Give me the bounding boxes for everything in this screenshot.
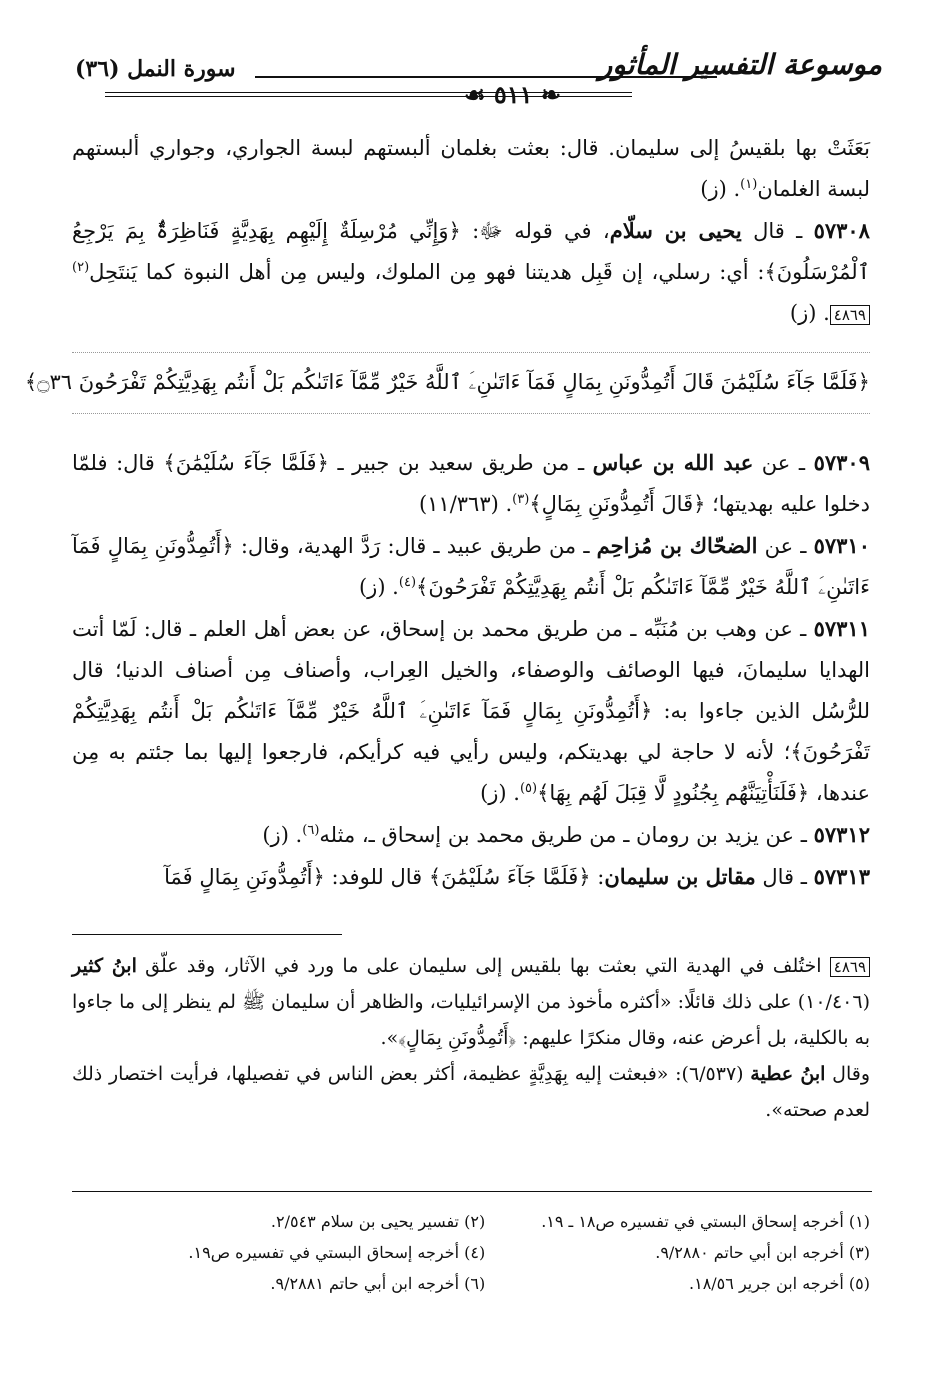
footnote-2: (٢) تفسير يحيى بن سلام ٢/٥٤٣. [270,1212,486,1231]
text: قال: فلمّا دخلوا عليه بهديتها؛ [72,451,870,516]
verse-text: ﴿فَلَمَّا جَآءَ سُلَيْمَٰنَ قَالَ أَتُمِدُّونَنِ بِمَالٍ فَمَآ ءَاتَىٰنِۦَ ٱللَّهُ خَيْرٌ مِّمَّآ ءَاتَىٰكُم بَلْ أَنتُم بِهَدِيَّتِكُمْ تَفْرَحُونَ ۝٣٦﴾ [24,370,870,394]
page-number [420,80,605,109]
footnote-row [130,1237,870,1268]
footnote-row [130,1206,870,1237]
narration-number: ٥٧٣١١ [813,616,870,641]
narrator-name: مقاتل بن سليمان [604,864,756,889]
notes-separator [72,934,342,935]
text: ». [380,1027,399,1049]
text: . (ز) [262,823,303,847]
narration-number: ٥٧٣١٠ [813,533,870,558]
footnote-ref[interactable]: (٥) [519,781,538,796]
text: ، في قوله ﷻ: [460,219,610,243]
narrator-name: يحيى بن سلّام [609,218,742,243]
footnote-6: (٦) أخرجه ابن أبي حاتم ٩/٢٨٨١. [270,1274,486,1293]
footnote-5: (٥) أخرجه ابن جرير ١٨/٥٦. [689,1274,870,1293]
main-text [72,128,870,334]
quran-quote: ﴿أَتُمِدُّونَنِ بِمَالٍ﴾ [398,1027,517,1049]
narration-number: ٥٧٣٠٨ [813,218,870,243]
quran-quote: ﴿قَالَ أَتُمِدُّونَنِ بِمَالٍ﴾ [529,492,706,516]
footnote-ref[interactable]: (١) [740,177,758,192]
footnote-ref[interactable]: (٢) [72,260,90,275]
text: : [590,865,605,889]
text: اختُلف في الهدية التي بعثت بها بلقيس إلى سليمان على ما ورد في الآثار، وقد علّق [136,955,830,977]
text: ـ عن يزيد بن رومان ـ من طريق محمد بن إسحاق ـ، مثله [319,823,807,847]
footnote-4: (٤) أخرجه إسحاق البستي في تفسيره ص١٩. [188,1243,486,1262]
text: ـ قال [741,219,803,243]
footnotes-separator [72,1191,872,1192]
quran-quote: ﴿فَلَمَّا جَآءَ سُلَيْمَٰنَ﴾ [428,865,591,889]
text: ـ من طريق عبيد ـ قال: رَدَّ الهدية، وقال: [233,534,597,558]
note-number-box: ٤٨٦٩ [830,957,870,977]
note-4869 [72,948,870,1056]
scholar-name: ابنُ كثير [72,955,137,977]
quran-quote: ﴿وَإِنِّي مُرْسِلَةٌ إِلَيْهِم بِهَدِيَّةٍ فَنَاظِرَةٌۢ بِمَ يَرْجِعُ ٱلْمُرْسَلُونَ﴾ [72,219,870,284]
text: . (١١/٣٦٣) [418,492,513,516]
text: (١٠/٤٠٦) على ذلك قائلًا: «أكثره مأخوذ من الإسرائيليات، والظاهر أن سليمان ﷺ لم ينظر إلى ما جاءوا به بالكلية، بل أعرض عنه، وقال منكرًا عليهم: [72,991,870,1049]
narration-57309 [72,442,870,525]
narration-number: ٥٧٣١٢ [813,822,870,847]
text: . (ز) [789,301,830,325]
quran-quote: ﴿أَتُمِدُّونَنِ بِمَالٍ فَمَآ [164,865,325,889]
text: ـ قال [755,865,807,889]
text: . (ز) [700,177,741,201]
narration-57312 [72,814,870,856]
quran-quote: ﴿فَلَمَّا جَآءَ سُلَيْمَٰنَ﴾ [163,451,329,475]
text: وقال [825,1063,871,1085]
narration-number: ٥٧٣٠٩ [813,450,870,475]
text: ؛ لأنه لا حاجة لي بهديتكم، وليس رأيي فيه كرأيكم، فارجعوا إليها بما جئتم به مِن عندها، [72,740,870,805]
narration-57310 [72,525,870,608]
note-ibn-atiyya [72,1056,870,1128]
header-rule [255,76,717,78]
text: . (ز) [358,575,399,599]
editor-notes [72,948,870,1128]
surah-label: سورة النمل (٣٦) [75,56,236,82]
narration-57308 [72,210,870,334]
running-header [75,48,882,109]
text: ـ عن وهب بن مُنَبِّه ـ من طريق محمد بن إسحاق، عن بعض أهل العلم ـ قال: لَمّا أتت الهدايا سليمانَ، فيها الوصائف والوصفاء، والخيل العِراب، وأصناف مِن أصناف الدنيا؛ قال للرُّسُل الذين جاءوا به: [72,617,870,723]
paragraph-continued [72,128,870,210]
note-ref-box[interactable]: ٤٨٦٩ [830,305,870,325]
footnote-ref[interactable]: (٦) [302,823,320,838]
narrator-name: عبد الله بن عباس [592,450,754,475]
narration-number: ٥٧٣١٣ [813,864,870,889]
ornament-icon: ☙ [463,80,494,109]
footnote-3: (٣) أخرجه ابن أبي حاتم ٩/٢٨٨٠. [655,1243,870,1262]
text: ـ عن [757,534,807,558]
scholar-name: ابنُ عطية [750,1063,826,1085]
text: ـ من طريق سعيد بن جبير ـ [328,451,593,475]
narration-57313 [72,856,870,898]
ornament-icon: ❧ [532,80,561,109]
quran-quote: ﴿فَلَنَأْتِيَنَّهُم بِجُنُودٍ لَّا قِبَلَ لَهُم بِهَا﴾ [537,781,810,805]
narration-57311 [72,608,870,814]
main-text-2 [72,442,870,898]
quran-quote: ﴿أَتُمِدُّونَنِ بِمَالٍ فَمَآ ءَاتَىٰنِۦَ ٱللَّهُ خَيْرٌ مِّمَّآ ءَاتَىٰكُم بَلْ أَنتُم بِهَدِيَّتِكُمْ تَفْرَحُونَ﴾ [72,534,870,599]
quran-quote: ﴿أَتُمِدُّونَنِ بِمَالٍ فَمَآ ءَاتَىٰنِۦَ ٱللَّهُ خَيْرٌ مِّمَّآ ءَاتَىٰكُم بَلْ أَنتُم بِهَدِيَّتِكُمْ تَفْرَحُونَ﴾ [72,699,870,764]
text: بَعَثَتْ بها بلقيسُ إلى سليمان. قال: بعثت بغلمان ألبستهم لبسة الجواري، وجواري ألبستهم لبسة الغلمان [72,136,870,201]
footnote-1: (١) أخرجه إسحاق البستي في تفسيره ص١٨ ـ ١٩. [541,1212,870,1231]
verse-heading [24,352,870,414]
text: ـ عن [753,451,806,475]
footnotes [130,1206,870,1299]
narrator-name: الضحّاك بن مُزاحِم [596,533,758,558]
page-number-value: ٥١١ [493,80,533,109]
series-title: موسوعة التفسير المأثور [598,48,882,81]
text: : أي: رسلي، إن قَبِل هديتنا فهو مِن الملوك، وليس مِن أهل النبوة كما يَنتَحِل [89,260,765,284]
text: (٦/٥٣٧): «فبعثت إليه بِهَدِيَّةٍ عظيمة، أكثر بعض الناس في تفصيلها، فرأيت اختصار ذلك لعدم صحته». [72,1063,870,1121]
footnote-ref[interactable]: (٣) [512,492,530,507]
text: . (ز) [480,781,520,805]
footnote-row [130,1268,870,1299]
footnote-ref[interactable]: (٤) [398,575,417,590]
text: قال للوفد: [324,865,429,889]
